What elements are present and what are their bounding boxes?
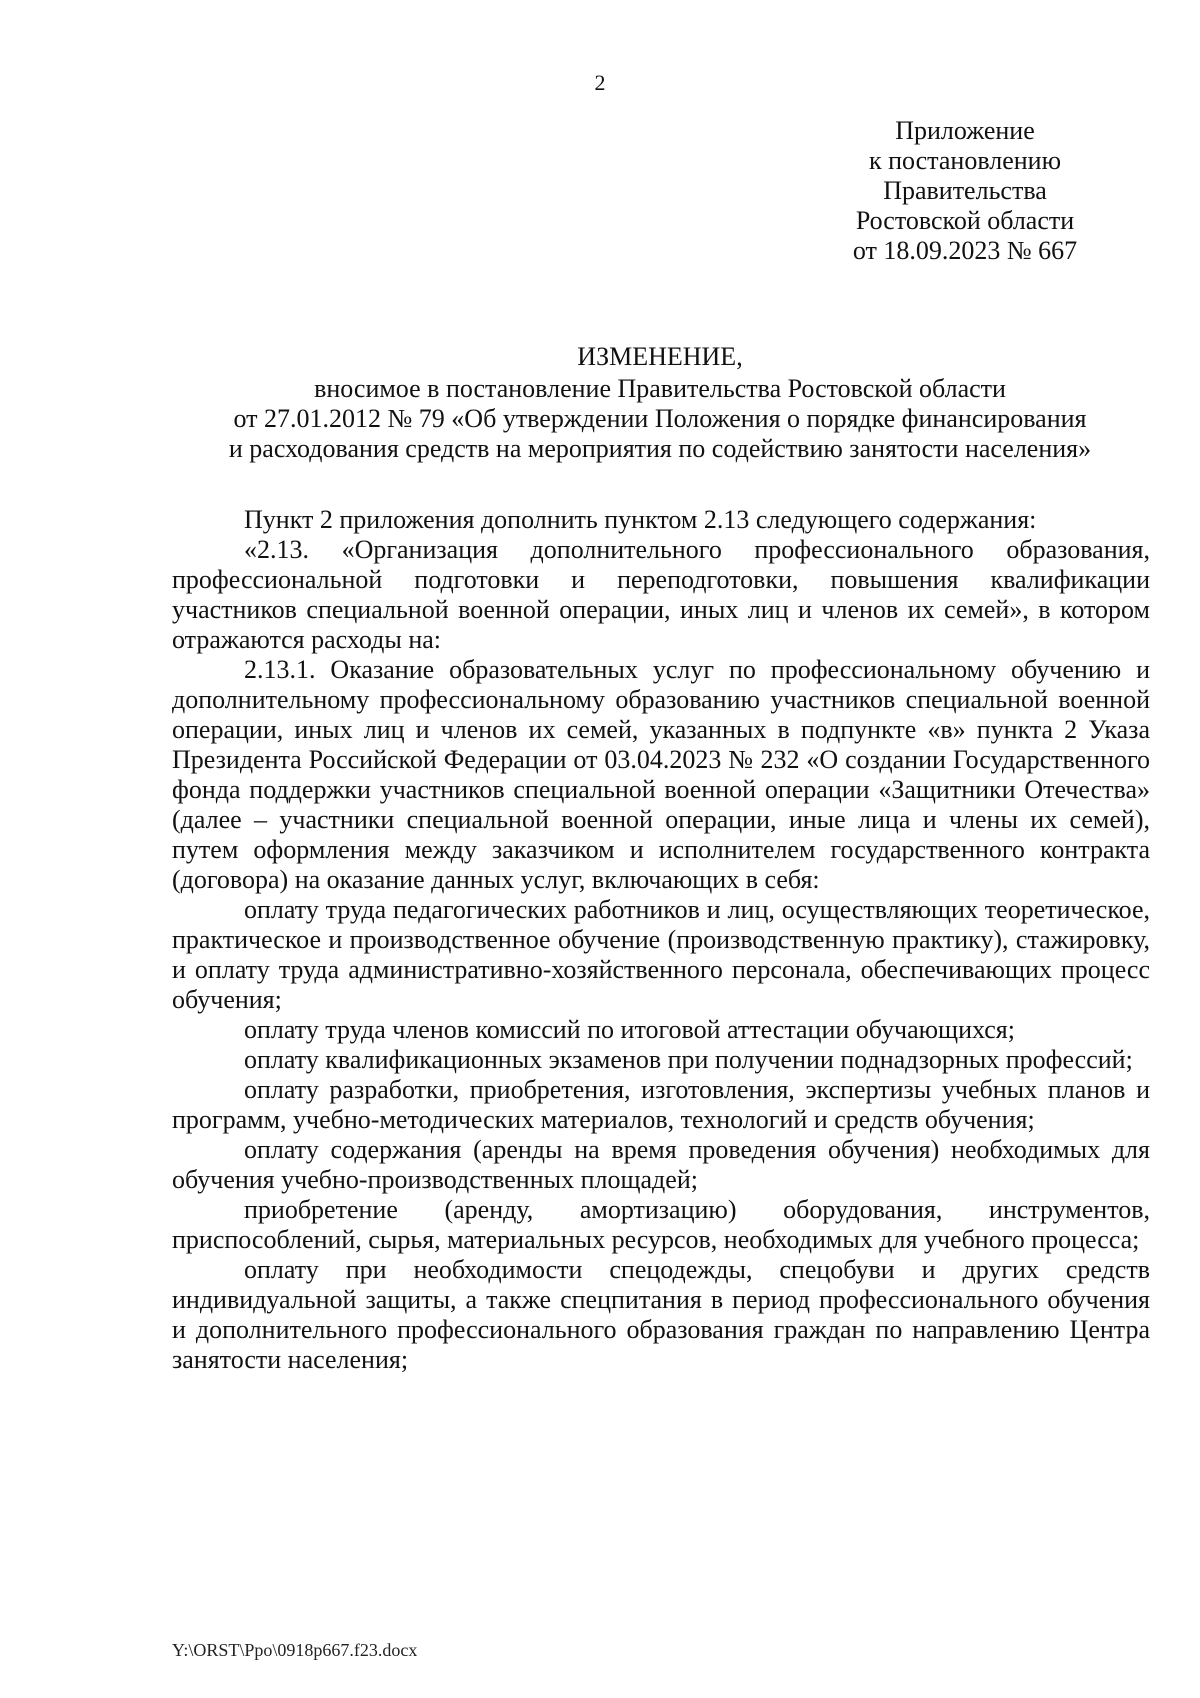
heading-line-3: и расходования средств на мероприятия по содействию занятости населения» (228, 434, 1092, 463)
paragraph: оплату квалификационных экзаменов при получении поднадзорных профессий; (244, 1045, 1133, 1074)
heading-line-2: от 27.01.2012 № 79 «Об утверждении Положения о порядке финансирования (233, 404, 1087, 433)
paragraph: оплату разработки, приобретения, изготовления, экспертизы учебных планов и программ, учебно-методических материалов, технологий и средств обучения; (172, 1075, 1150, 1134)
document-heading (150, 342, 1170, 464)
approval-line-2: к постановлению (868, 146, 1062, 175)
approval-line-1: Приложение (895, 116, 1035, 145)
paragraph: оплату при необходимости спецодежды, спецобуви и других средств индивидуальной защиты, а также спецпитания в период профессионального обучения и дополнительного профессионального образования граждан по направлению Центра занятости населения; (172, 1255, 1150, 1374)
heading-line-1: вносимое в постановление Правительства Ростовской области (314, 374, 1006, 403)
approval-block (820, 116, 1110, 266)
paragraph: приобретение (аренду, амортизацию) оборудования, инструментов, приспособлений, сырья, материальных ресурсов, необходимых для учебного процесса; (172, 1195, 1150, 1254)
document-body (172, 505, 1150, 1375)
approval-line-4: Ростовской области (855, 206, 1075, 235)
heading-title: ИЗМЕНЕНИЕ, (577, 342, 743, 371)
page-number: 2 (594, 70, 606, 95)
paragraph: 2.13.1. Оказание образовательных услуг по профессиональному обучению и дополнительному профессиональному образованию участников специальной военной операции, иных лиц и членов их семей, указанных в подпункте «в» пункта 2 Указа Президента Российской Федерации от 03.04.2023 № 232 «О создании Государственного фонда поддержки участников специальной военной операции «Защитники Отечества» (далее – участники специальной военной операции, иные лица и члены их семей), путем оформления между заказчиком и исполнителем государственного контракта (договора) на оказание данных услуг, включающих в себя: (172, 655, 1150, 894)
approval-line-5: от 18.09.2023 № 667 (852, 236, 1078, 265)
paragraph: оплату содержания (аренды на время проведения обучения) необходимых для обучения учебно-производственных площадей; (172, 1135, 1150, 1194)
approval-line-3: Правительства (883, 176, 1047, 205)
footer-file-path: Y:\ORST\Ppo\0918p667.f23.docx (172, 1640, 418, 1660)
paragraph: «2.13. «Организация дополнительного профессионального образования, профессиональной подготовки и переподготовки, повышения квалификации участников специальной военной операции, иных лиц и членов их семей», в котором отражаются расходы на: (172, 535, 1150, 654)
paragraph: оплату труда членов комиссий по итоговой аттестации обучающихся; (244, 1015, 1015, 1044)
paragraph: оплату труда педагогических работников и лиц, осуществляющих теоретическое, практическое и производственное обучение (производственную практику), стажировку, и оплату труда административно-хозяйственного персонала, обеспечивающих процесс обучения; (172, 895, 1150, 1014)
paragraph: Пункт 2 приложения дополнить пунктом 2.13 следующего содержания: (244, 505, 1037, 534)
